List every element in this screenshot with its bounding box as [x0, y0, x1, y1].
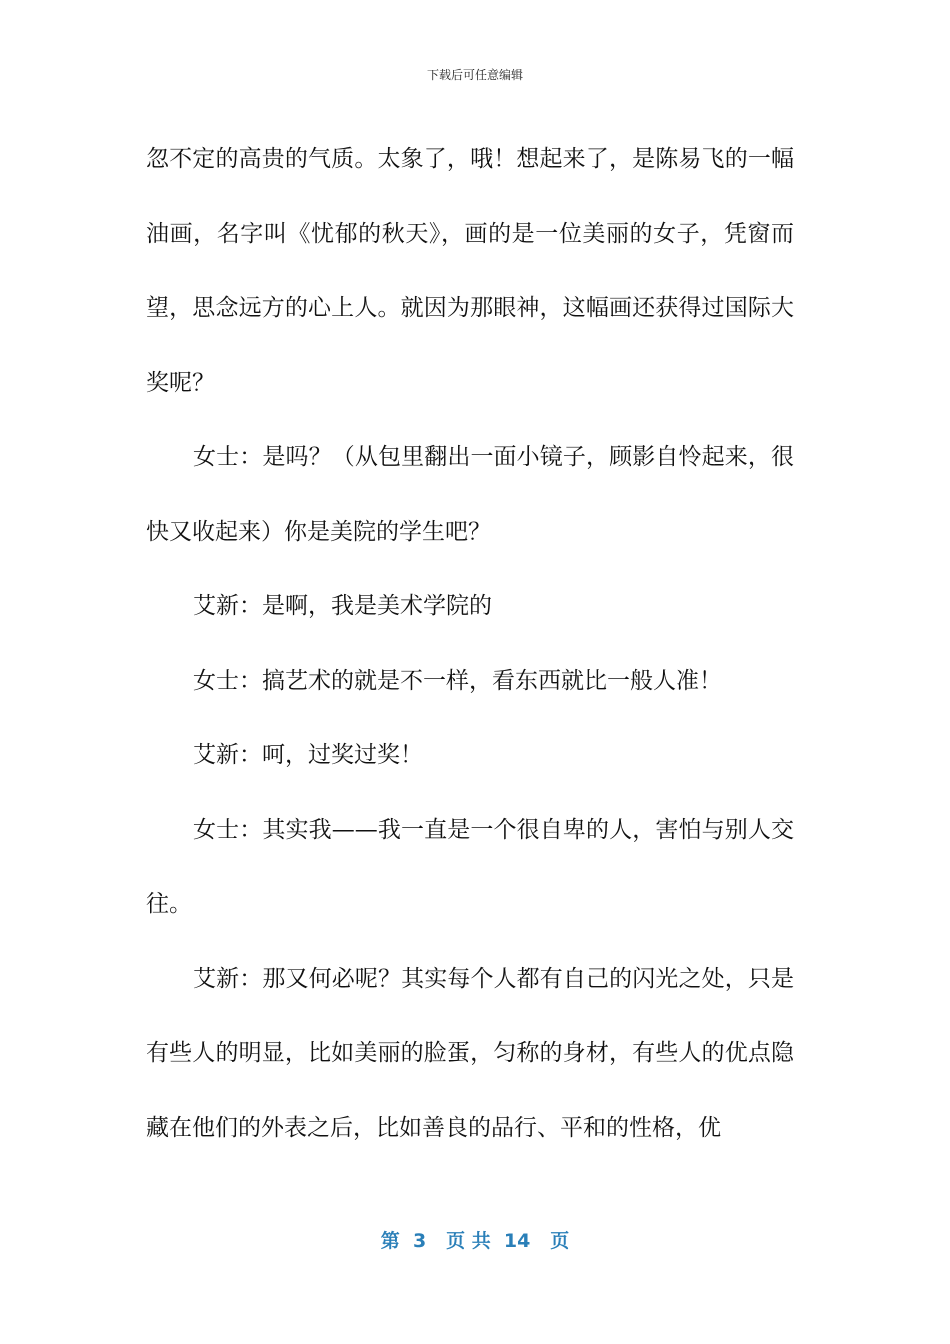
page-number-label: 第 3 页 共 14 页	[380, 1230, 570, 1252]
paragraph-7: 艾新：那又何必呢？其实每个人都有自己的闪光之处，只是有些人的明显，比如美丽的脸蛋，匀称的身材，有些人的优点隐藏在他们的外表之后，比如善良的品行、平和的性格，优	[146, 965, 794, 1141]
paragraph-1: 忽不定的高贵的气质。太象了，哦！想起来了，是陈易飞的一幅油画，名字叫《忧郁的秋天》，画的是一位美丽的女子，凭窗而望，思念远方的心上人。就因为那眼神，这幅画还获得过国际大奖呢？	[146, 146, 794, 396]
paragraph-2: 女士：是吗？（从包里翻出一面小镜子，顾影自怜起来，很快又收起来）你是美院的学生吧？	[146, 444, 794, 545]
document-body	[146, 122, 794, 1165]
paragraph-4: 女士：搞艺术的就是不一样，看东西就比一般人准！	[193, 667, 722, 694]
paragraph-3: 艾新：是啊，我是美术学院的	[193, 593, 492, 619]
page-header: 下载后可任意编辑	[426, 68, 523, 82]
paragraph-5: 艾新：呵，过奖过奖！	[193, 742, 423, 768]
paragraph-6: 女士：其实我——我一直是一个很自卑的人，害怕与别人交往。	[146, 816, 794, 917]
page-footer	[0, 1226, 950, 1253]
